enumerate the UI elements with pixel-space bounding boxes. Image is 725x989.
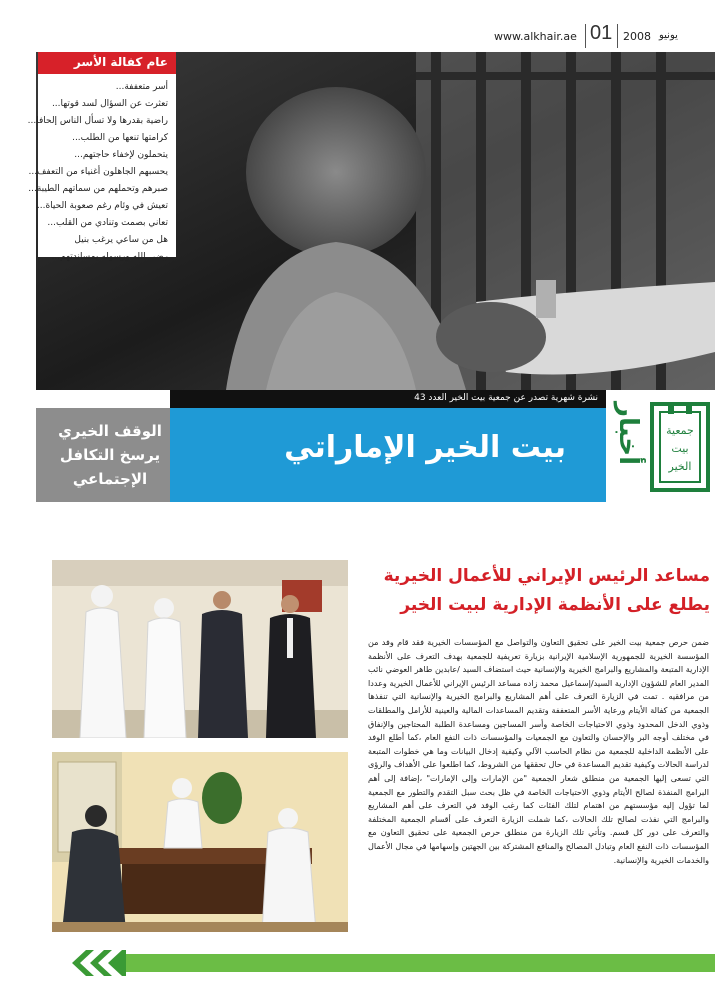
meeting-photo — [52, 752, 348, 932]
logo-line: الخير — [668, 460, 692, 473]
poem-line: تعثرت عن السؤال لسد قوتها... — [51, 99, 168, 109]
poem-tag: عام كفالة الأسر — [38, 52, 176, 74]
article-headline: يطلع على الأنظمة الإدارية لبيت الخير — [400, 595, 710, 615]
footer-bar — [126, 954, 715, 972]
chevrons-icon — [36, 946, 126, 980]
article-body: ضمن حرص جمعية بيت الخير على تحقيق التعاون والتواصل مع المؤسسات الخيرية فقد قام وفد من المؤسسة الخيرية للجمهورية الإسلامية الإيرانية بزيارة تعريفية للجمعية بهدف التعرف على الأنظمة الإدارية المتبعة والمشاريع والبرامج الخيرية والإنسانية حيث استضاف السيد /عابدين طاهر العوضي نائب المدير العام للشؤون الإدارية السيد/إسماعيل محمد زاده مساعد الرئيس الإيراني للأعمال الخيرية وعددا من مرافقيه . تمت في الزيارة التعرف على أهم المشاريع والبرامج الخيرية والإنسانية التي تنفذها الجمعية من كفالة الأيتام ورعاية الأسر المتعففة وتقديم المساعدات المالية والعينية للأرامل والمطلقات وذوي الدخل المحدود وذوي الاحتياجات الخاصة وأسر المساجين ومساعدة الطلبة المحتاجين والإنفاق في مختلف أوجه البر والإحسان والتعاون مع الجمعيات والمؤسسات ذات النفع العام ،كما أطلع الوفد على الأنظمة الداخلية للجمعية من نظام الحاسب الآلي وكيفية إدخال البيانات وما هي خطوات المتبعة لدراسة الحالات وكيفية تقديم المساعدة في حال تحققها من الشروط، كما اطلعوا على الأهداف والرؤى التي تسعى إليها الجمعية من منطلق شعار الجمعية "من الإمارات وإلى الإمارات" ،إضافة إلى أهم البرامج المنفذة لصالح الأيتام وذوي الاحتياجات الخاصة في ظل بحث سبل التقدم والتطور مع الجمعية لما تؤول إليه مؤسستهم من اهتمام لتلك الفئات كما رغب الوفد في التعرف على أهم المشاريع والبرامج التي نفذت لصالح تلك الحالات ،كما شملت الزيارة التعرف على أقسام الجمعية المختلفة والتعرف على دور كل قسم. وتأتي تلك الزيارة من منطلق حرص الجمعية على تحقيق التعاون مع المؤسسات ذات النفع العام وتبادل المصالح والمنافع المشتركة بين الجهتين وإسهامها في مجال الأعمال والخدمات الخيرية والإنسانية. — [368, 637, 709, 865]
feature-box — [36, 408, 170, 502]
poem-line: تعيش في وئام رغم صعوبة الحياة... — [36, 201, 168, 211]
issue-year: 2008 — [623, 30, 651, 43]
poem-line: يتحملون لإخفاء حاجتهم... — [74, 150, 168, 160]
header-divider — [617, 24, 618, 48]
meeting-photo-illustration — [52, 752, 348, 932]
newsletter-title: بيت الخير الإماراتي — [284, 430, 566, 465]
feature-line: الإجتماعي — [72, 470, 148, 488]
delegation-photo-illustration — [52, 560, 348, 738]
poem-line: أسر متعففة... — [115, 82, 168, 92]
issue-month: يونيو — [659, 30, 678, 41]
feature-line: يرسخ التكافل — [59, 446, 161, 464]
poem-line: هل من ساعي يرغب بنيل — [74, 235, 168, 245]
page-header — [470, 20, 710, 50]
poem-line: صبرهم وتحملهم من سماتهم الطيبة... — [28, 184, 168, 194]
logo-box — [606, 390, 715, 502]
issue-number: 01 — [590, 22, 613, 44]
logo-line: بيت — [671, 442, 689, 455]
header-divider — [585, 24, 586, 48]
page-footer — [36, 946, 715, 980]
newsletter-title-box — [170, 408, 606, 502]
poem-line: تعاني بصمت وتنادي من القلب... — [47, 218, 168, 228]
poem-box — [27, 52, 176, 262]
delegation-photo — [52, 560, 348, 738]
poem-line: يحسبهم الجاهلون أغنياء من التعفف... — [28, 167, 168, 177]
section-label: أخبار — [613, 402, 643, 465]
logo-icon — [650, 402, 710, 492]
poem-line: كرامتها تنعها من الطلب... — [72, 133, 168, 143]
feature-line: الوقف الخيري — [58, 422, 162, 440]
poem-line: راضية بقدرها ولا تسأل الناس إلحافا... — [27, 116, 168, 126]
article-headline: مساعد الرئيس الإيراني للأعمال الخيرية — [383, 566, 710, 586]
newsletter-subline: نشرة شهرية تصدر عن جمعية بيت الخير العدد 43 — [170, 390, 606, 408]
poem-line: رضى الله ورسوله بمساندتهم... — [51, 252, 168, 262]
logo-line: جمعية — [666, 424, 694, 437]
website-url[interactable]: www.alkhair.ae — [494, 30, 577, 43]
